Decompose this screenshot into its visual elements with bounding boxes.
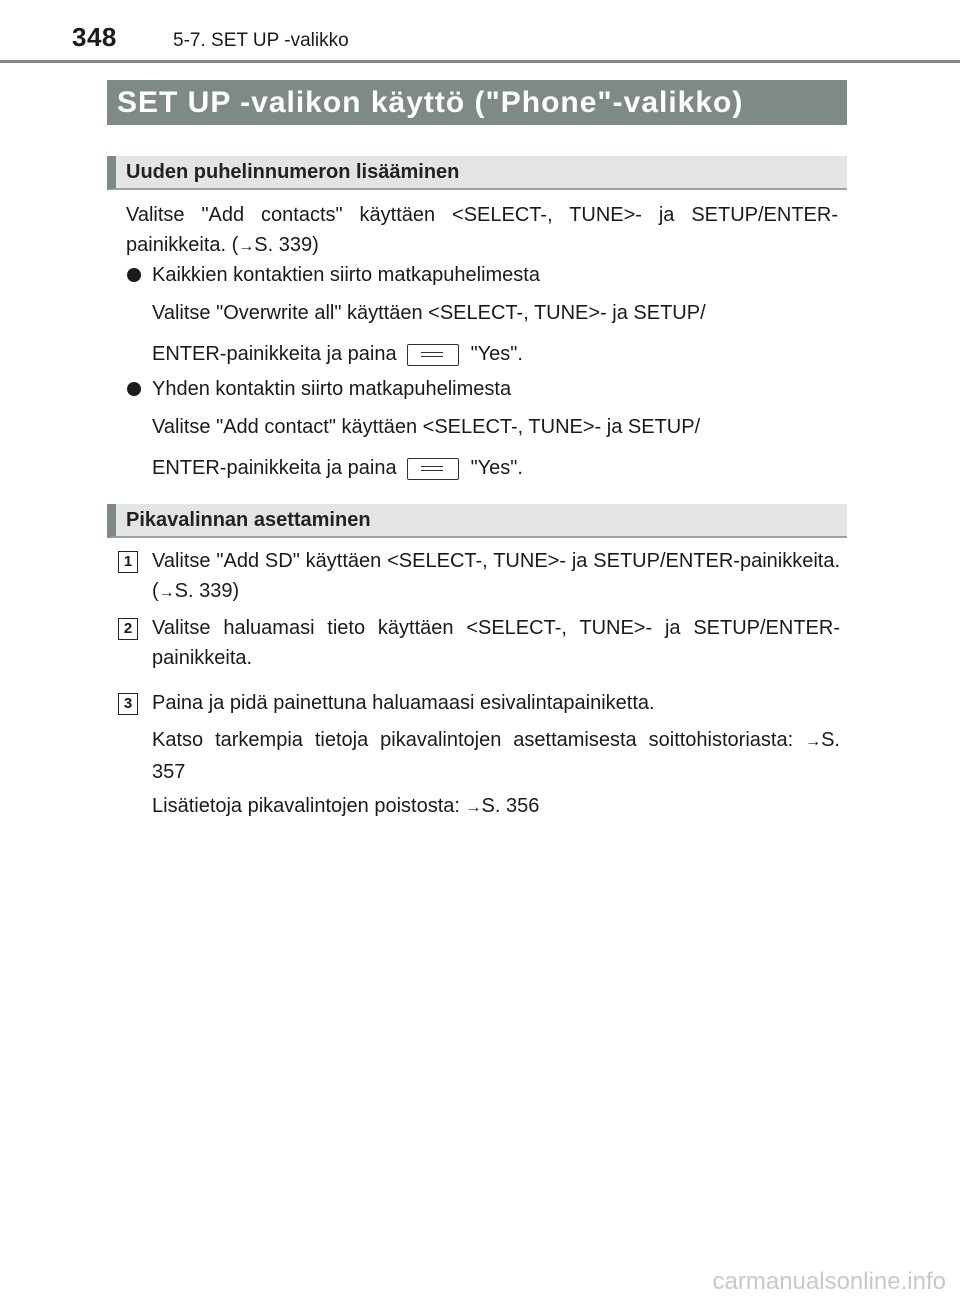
step-1-instruction: Valitse "Add SD" käyttäen <SELECT-, TUNE>- ja SETUP/ENTER-painikkeita. ( [152, 550, 840, 602]
note-delete-text: Lisätietoja pikavalintojen poistosta: [152, 795, 466, 817]
enter-button-icon [407, 344, 459, 366]
arrow-icon: → [158, 584, 175, 601]
arrow-icon: → [805, 733, 822, 750]
page-title: SET UP -valikon käyttö ("Phone"-valikko) [107, 80, 847, 125]
note-history [152, 725, 840, 787]
note-delete-page-ref[interactable]: S. 356 [481, 795, 540, 817]
note-delete [152, 791, 840, 823]
step-number-3: 3 [118, 693, 138, 715]
bullet-title-single-contact: Yhden kontaktin siirto matkapuhelimesta [152, 378, 512, 400]
step-number-1: 1 [118, 551, 138, 573]
arrow-icon: → [465, 799, 482, 816]
step-1-text [152, 546, 840, 608]
bullet-text-single-contact: Valitse "Add contact" käyttäen <SELECT-, TUNE>- ja SETUP/ [152, 416, 701, 438]
text-after-button: "Yes". [470, 457, 523, 479]
note-history-text: Katso tarkempia tietoja pikavalintojen asettamisesta soittohistoriasta: [152, 729, 806, 751]
bullet-text-all-contacts-line2 [152, 339, 840, 369]
text-before-button: ENTER-painikkeita ja paina [152, 343, 397, 365]
section1-intro [126, 200, 838, 262]
section-heading-speed-dial: Pikavalinnan asettaminen [107, 504, 847, 538]
enter-button-icon [407, 458, 459, 480]
bullet-text-single-contact-line2 [152, 453, 840, 483]
intro-text: Valitse "Add contacts" käyttäen <SELECT-, TUNE>- ja SETUP/ENTER-painikkeita. ( [126, 204, 838, 256]
note-history-page-ref[interactable]: S. 357 [152, 729, 840, 783]
header-rule [0, 60, 960, 63]
running-header: 5-7. SET UP -valikko [173, 30, 349, 51]
step-1-page-ref[interactable]: S. 339) [174, 580, 240, 602]
text-after-button: "Yes". [470, 343, 523, 365]
step-3-text: Paina ja pidä painettuna haluamaasi esivalintapainiketta. [152, 692, 655, 714]
arrow-icon: → [238, 238, 255, 255]
text-before-button: ENTER-painikkeita ja paina [152, 457, 397, 479]
page-number: 348 [72, 22, 117, 52]
bullet-icon [127, 268, 141, 282]
step-2-text: Valitse haluamasi tieto käyttäen <SELECT-, TUNE>- ja SETUP/ENTER-painikkeita. [152, 617, 840, 669]
bullet-icon [127, 382, 141, 396]
step-number-2: 2 [118, 618, 138, 640]
bullet-title-all-contacts: Kaikkien kontaktien siirto matkapuhelimesta [152, 264, 540, 286]
watermark: carmanualsonline.info [712, 1268, 946, 1295]
bullet-text-all-contacts: Valitse "Overwrite all" käyttäen <SELECT-, TUNE>- ja SETUP/ [152, 302, 706, 324]
intro-page-ref[interactable]: S. 339) [254, 234, 319, 256]
section-heading-add-number: Uuden puhelinnumeron lisääminen [107, 156, 847, 190]
